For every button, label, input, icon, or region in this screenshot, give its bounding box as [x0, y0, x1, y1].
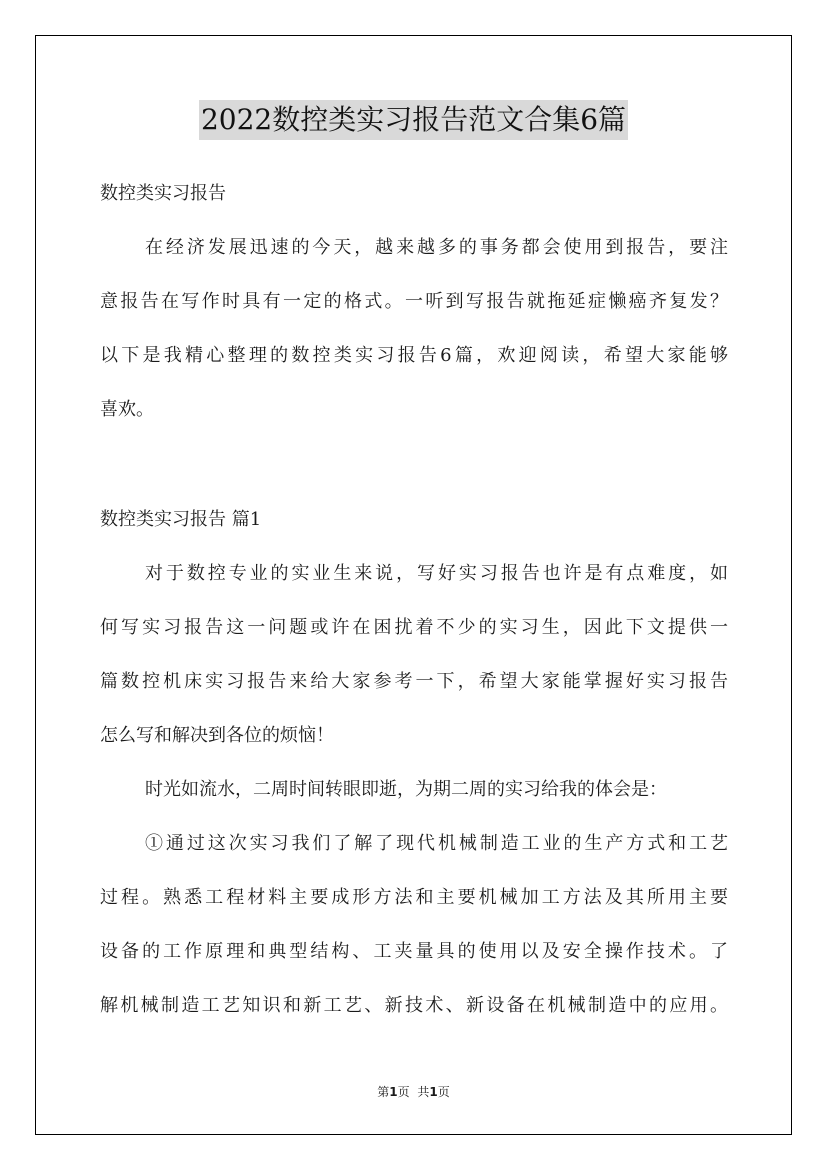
section1-heading: 数控类实习报告 篇1 [100, 509, 262, 530]
footer-page-suffix: 页 [397, 1085, 410, 1099]
section1-para1-line-4: 怎么写和解决到各位的烦恼！ [100, 725, 334, 746]
intro-line-3: 以下是我精心整理的数控类实习报告6篇，欢迎阅读，希望大家能够 [100, 345, 728, 366]
title-container [0, 100, 827, 140]
footer-page-number: 1 [389, 1085, 398, 1099]
section1-para3-line-4: 解机械制造工艺知识和新工艺、新技术、新设备在机械制造中的应用。 [100, 995, 728, 1016]
footer-total-prefix: 共 [417, 1085, 430, 1099]
intro-heading: 数控类实习报告 [100, 183, 226, 204]
section1-para3-line-1: ①通过这次实习我们了解了现代机械制造工业的生产方式和工艺 [145, 833, 728, 854]
footer-total-suffix: 页 [437, 1085, 450, 1099]
footer-total-pages: 1 [429, 1085, 438, 1099]
intro-line-2: 意报告在写作时具有一定的格式。一听到写报告就拖延症懒癌齐复发？ [100, 291, 728, 312]
section1-para1-line-1: 对于数控专业的实业生来说，写好实习报告也许是有点难度，如 [145, 563, 728, 584]
document-title: 2022数控类实习报告范文合集6篇 [199, 100, 628, 140]
intro-line-1: 在经济发展迅速的今天，越来越多的事务都会使用到报告，要注 [145, 237, 728, 258]
section1-para1-line-2: 何写实习报告这一问题或许在困扰着不少的实习生，因此下文提供一 [100, 617, 728, 638]
section1-para3-line-3: 设备的工作原理和典型结构、工夹量具的使用以及安全操作技术。了 [100, 941, 728, 962]
footer-page-prefix: 第 [377, 1085, 390, 1099]
section1-para2-line-1: 时光如流水，二周时间转眼即逝，为期二周的实习给我的体会是： [145, 779, 667, 800]
page-footer [0, 1084, 827, 1100]
section1-para3-line-2: 过程。熟悉工程材料主要成形方法和主要机械加工方法及其所用主要 [100, 887, 728, 908]
section1-para1-line-3: 篇数控机床实习报告来给大家参考一下，希望大家能掌握好实习报告 [100, 671, 728, 692]
intro-line-4: 喜欢。 [100, 399, 154, 420]
